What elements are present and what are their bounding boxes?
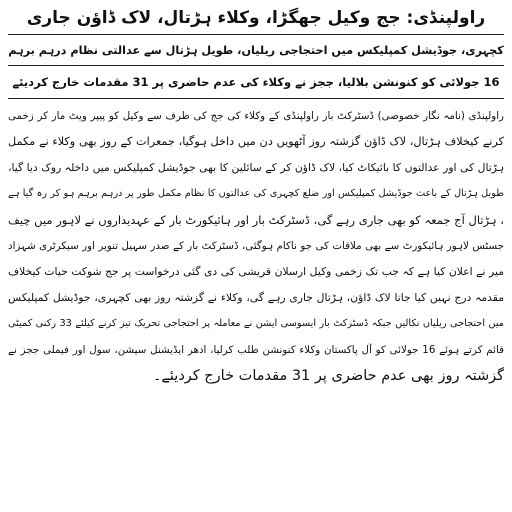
- article-body-line: کرنے کیخلاف ہڑتال، لاک ڈاؤن گزشتہ روز آٹھویں دن میں داخل ہوگیا، جمعرات کے روز بھی وکلاء نے مکمل: [8, 135, 504, 148]
- article-body-line: ہڑتال کی اور عدالتوں کا بائیکاٹ کیا، لاک ڈاؤن کر کے سائلین کا بھی جوڈیشل کمپلیکس میں داخلہ روک دیا گیا،: [8, 161, 504, 174]
- article-body-line: جسٹس لاہور ہائیکورٹ سے بھی ملاقات کی جو ناکام ہوگئی، ڈسٹرکٹ بار کے صدر سہیل تنویر اور سیکرٹری شہزاد: [8, 240, 504, 252]
- article-body: [8, 103, 504, 389]
- headline-secondary: کچہری، جوڈیشل کمپلیکس میں احتجاجی ریلیاں، طویل ہڑتال سے عدالتی نظام درہم برہم: [8, 44, 504, 57]
- headline-divider-middle: [8, 65, 504, 66]
- article-body-line: میر نے اعلان کیا ہے کہ جب تک زخمی وکیل ارسلان قریشی کی دی گئی درخواست پر جج شوکت حیات کیخلاف: [8, 265, 504, 278]
- headline-primary: راولپنڈی: جج وکیل جھگڑا، وکلاء ہڑتال، لاک ڈاؤن جاری: [26, 8, 486, 28]
- article-body-line: مقدمہ درج نہیں کیا جاتا لاک ڈاؤن، ہڑتال جاری رہے گی، وکلاء نے گزشتہ روز بھی کچہری، جوڈیشل کمپلیکس: [8, 291, 504, 304]
- headline-divider-top: [8, 34, 504, 35]
- article-body-line: طویل ہڑتال کے باعث جوڈیشل کمپلیکس اور ضلع کچہری کی عدالتوں کا نظام مکمل طور پر درہم برہم ہو کر رہ گیا ہے: [8, 188, 504, 199]
- article-body-line: قائم کرتے ہوئے 16 جولائی کو آل پاکستان وکلاء کنونشن طلب کرلیا، ادھر ایڈیشنل سیشن، سول اور فیملی ججز نے: [8, 344, 504, 356]
- article-body-line: میں احتجاجی ریلیاں نکالیں جبکہ ڈسٹرکٹ بار ایسوسی ایشن نے معاملہ پر احتجاجی تحریک تیز کرنے کیلئے 33 رکنی کمیٹی: [8, 318, 504, 329]
- headline-tertiary: 16 جولائی کو کنونشن بلالیا، ججز نے وکلاء کی عدم حاضری پر 31 مقدمات خارج کردیئے: [12, 75, 500, 89]
- article-body-line: ، ہڑتال آج جمعہ کو بھی جاری رہے گی، ڈسٹرکٹ بار اور ہائیکورٹ بار کے عہدیداروں نے لاہور میں چیف: [8, 213, 504, 227]
- article-body-line: گزشتہ روز بھی عدم حاضری پر 31 مقدمات خارج کردیئے۔: [152, 368, 504, 384]
- headline-divider-bottom: [8, 98, 504, 99]
- article-body-line: راولپنڈی (نامہ نگار خصوصی) ڈسٹرکٹ بار راولپنڈی کے وکلاء کی جج کی طرف سے وکیل کو پیپر ویٹ مار کر زخمی: [8, 110, 504, 122]
